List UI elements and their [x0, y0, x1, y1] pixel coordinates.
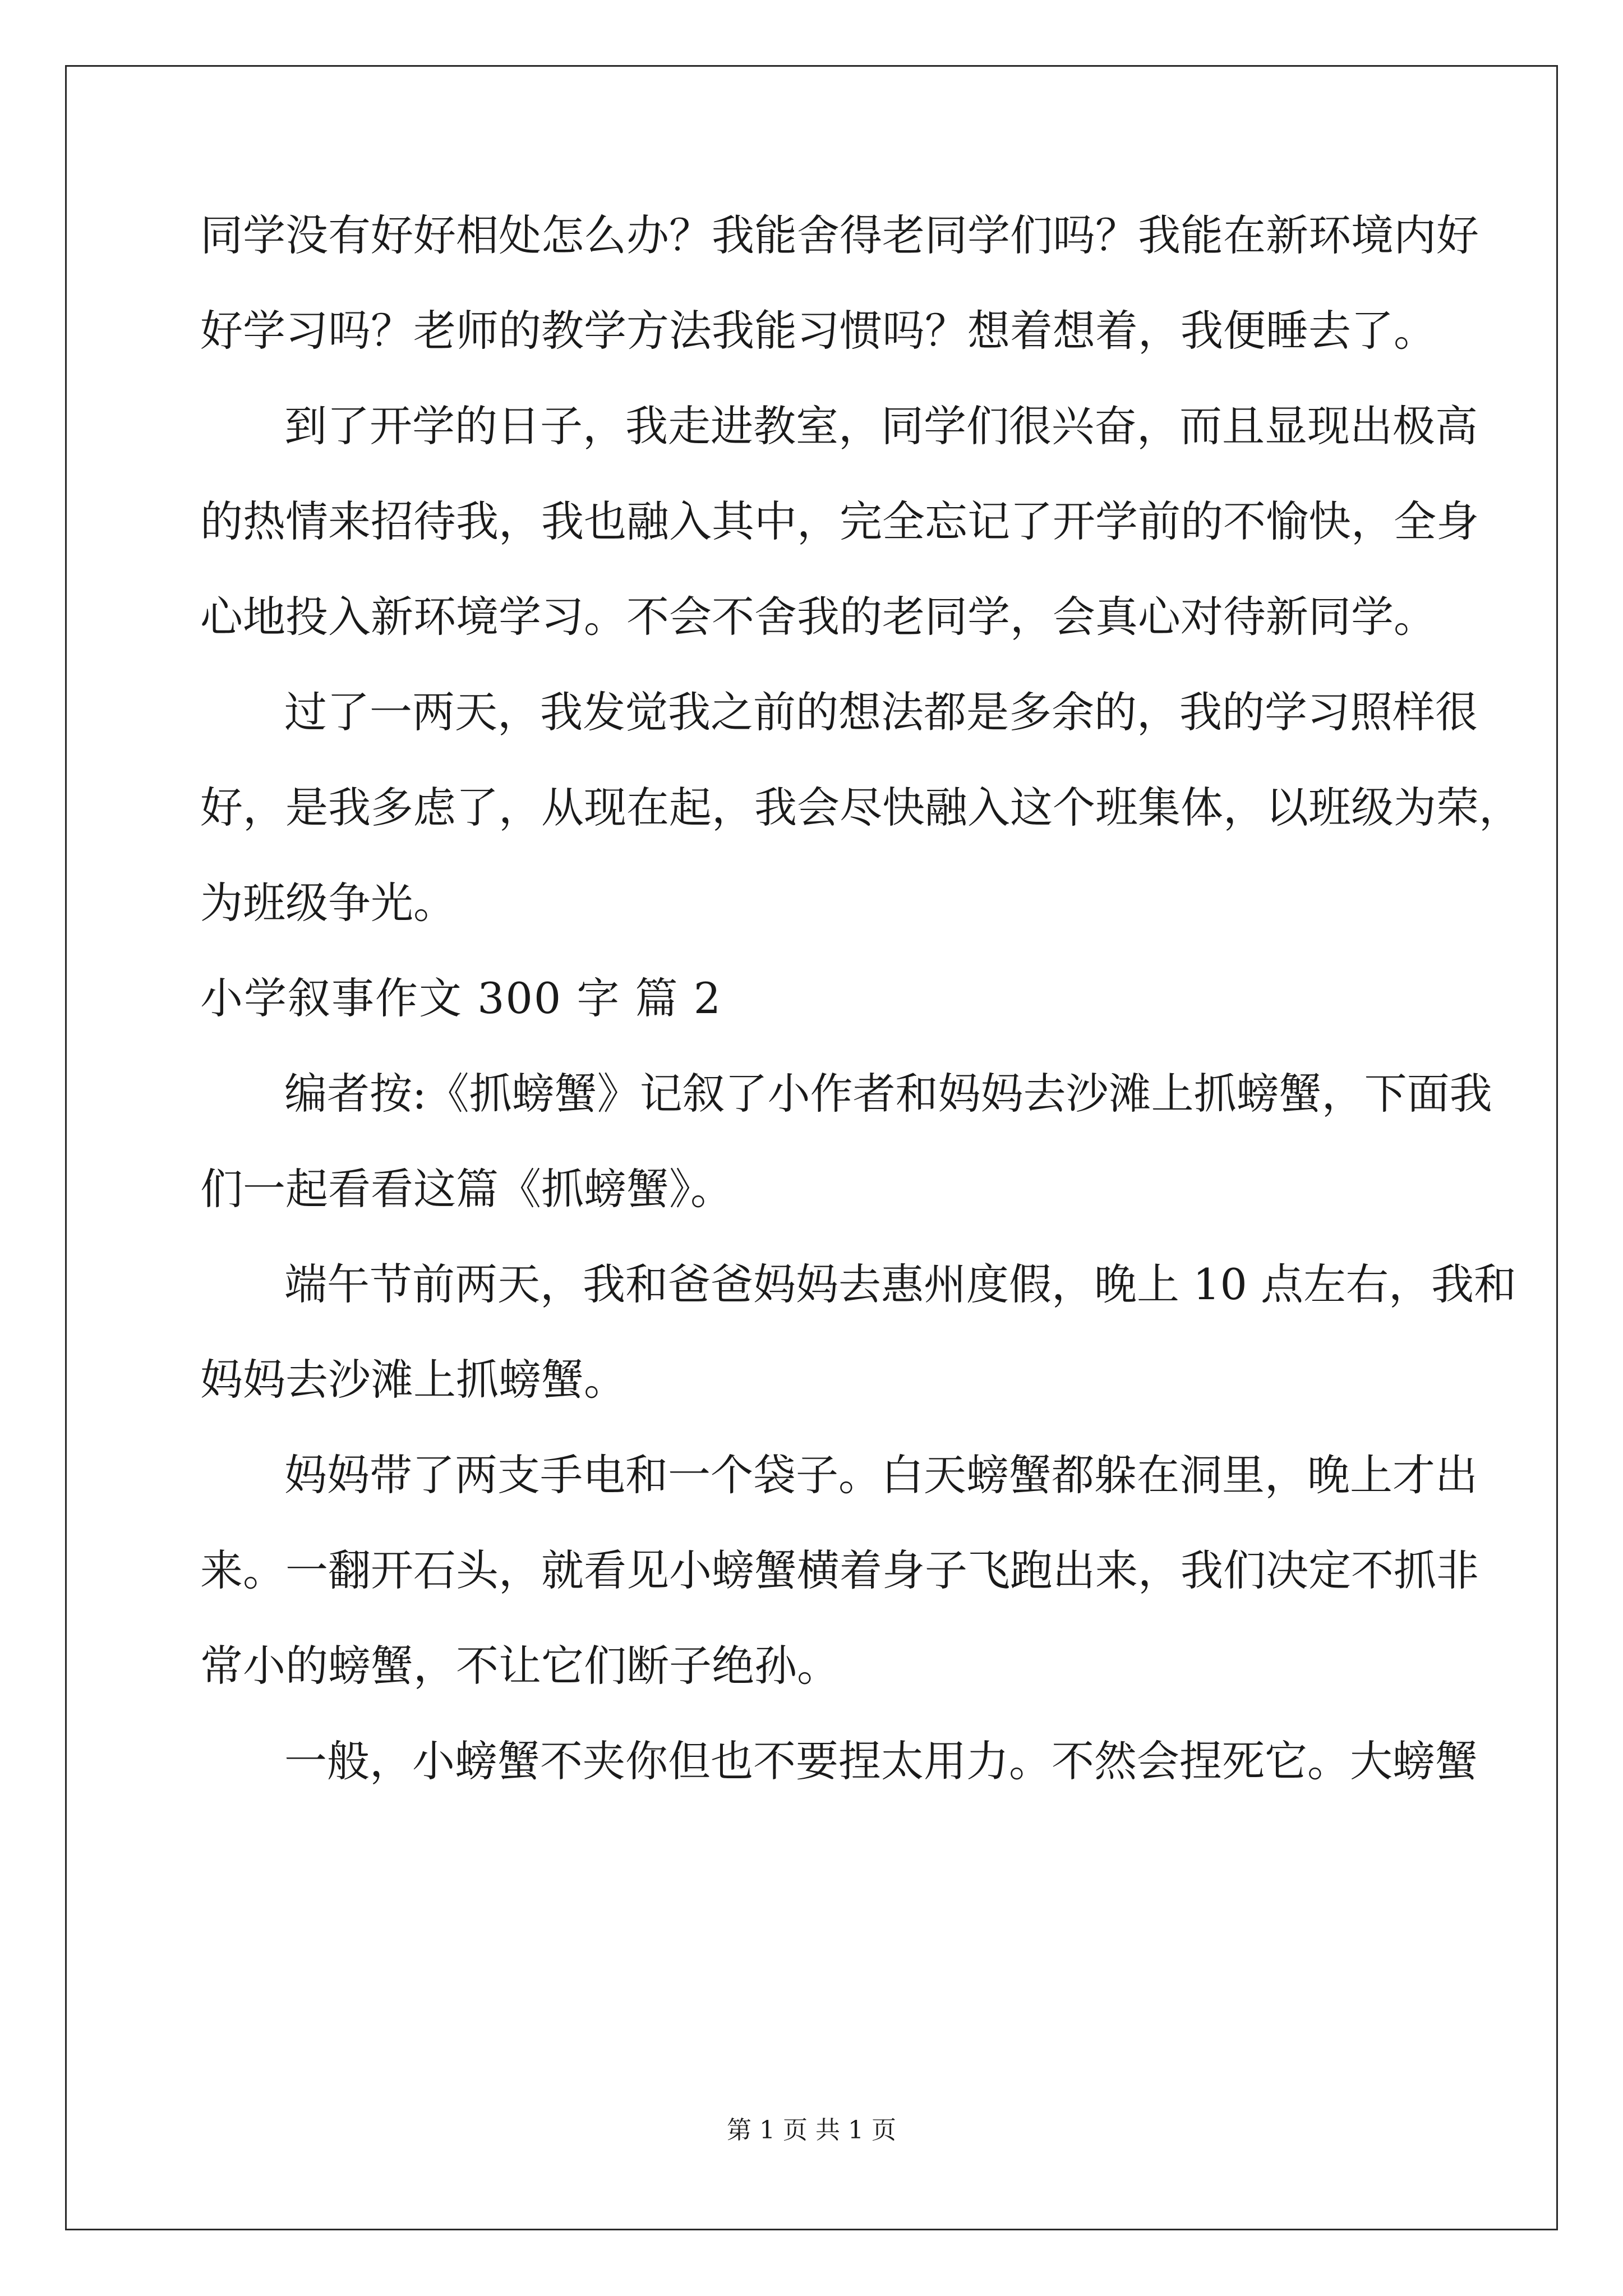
text-line: 编者按:《抓螃蟹》记叙了小作者和妈妈去沙滩上抓螃蟹，下面我 — [284, 1069, 1492, 1119]
text-line: 好学习吗？老师的教学方法我能习惯吗？想着想着，我便睡去了。 — [200, 306, 1436, 356]
text-line: 一般，小螃蟹不夹你但也不要捏太用力。不然会捏死它。大螃蟹 — [284, 1736, 1478, 1786]
text-line: 到了开学的日子，我走进教室，同学们很兴奋，而且显现出极高 — [284, 401, 1478, 451]
text-line: 们一起看看这篇《抓螃蟹》。 — [200, 1164, 733, 1214]
page-footer: 第 1 页 共 1 页 — [727, 2116, 896, 2145]
text-line: 来。一翻开石头，就看见小螃蟹横着身子飞跑出来，我们决定不抓非 — [200, 1545, 1479, 1595]
section-heading: 小学叙事作文 300 字 篇 2 — [200, 973, 722, 1023]
page-border — [65, 65, 1558, 2230]
text-line: 妈妈去沙滩上抓螃蟹。 — [200, 1355, 626, 1405]
text-line: 端午节前两天，我和爸爸妈妈去惠州度假，晚上 10 点左右，我和 — [284, 1259, 1517, 1309]
text-line: 好，是我多虑了，从现在起，我会尽快融入这个班集体，以班级为荣， — [200, 783, 1521, 832]
text-line: 妈妈带了两支手电和一个袋子。白天螃蟹都躲在洞里，晚上才出 — [284, 1450, 1478, 1500]
text-line: 常小的螃蟹，不让它们断子绝孙。 — [200, 1641, 840, 1691]
text-line: 过了一两天，我发觉我之前的想法都是多余的，我的学习照样很 — [284, 687, 1478, 737]
text-line: 为班级争光。 — [200, 878, 456, 928]
text-line: 的热情来招待我，我也融入其中，完全忘记了开学前的不愉快，全身 — [200, 496, 1479, 546]
text-line: 心地投入新环境学习。不会不舍我的老同学，会真心对待新同学。 — [200, 592, 1436, 642]
text-line: 同学没有好好相处怎么办？我能舍得老同学们吗？我能在新环境内好 — [200, 210, 1479, 260]
